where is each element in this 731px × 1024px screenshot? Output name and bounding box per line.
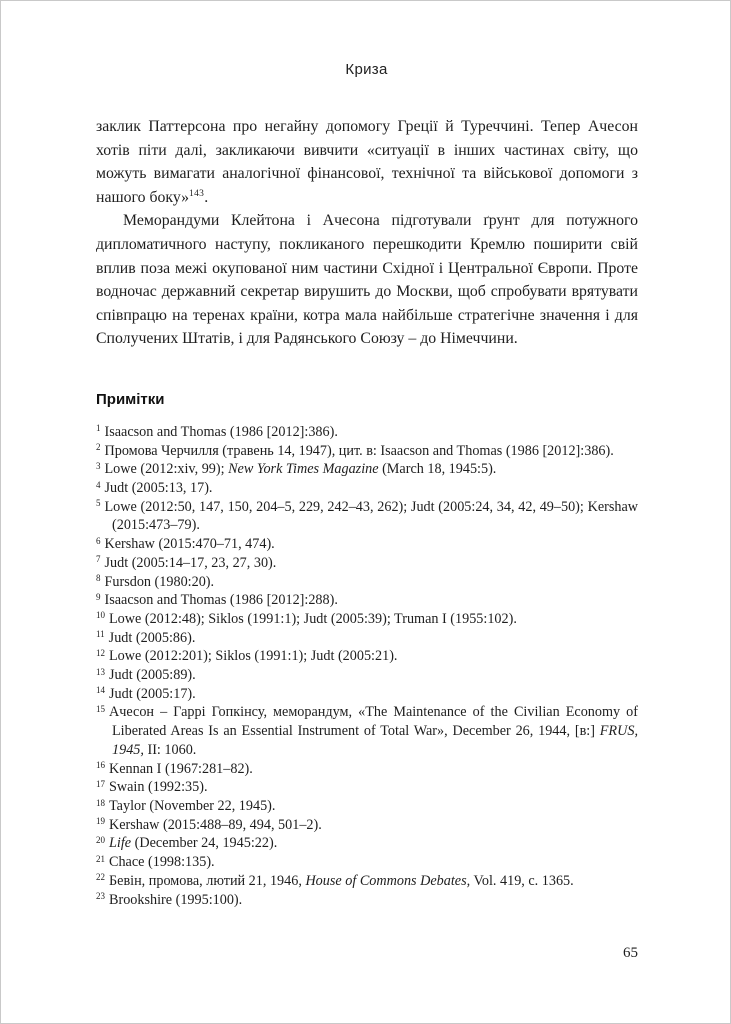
note-text: Fursdon (1980:20). bbox=[104, 573, 215, 590]
note-item bbox=[96, 423, 638, 442]
note-number: 5 bbox=[96, 498, 101, 509]
note-text: Judt (2005:13, 17). bbox=[104, 480, 213, 497]
note-text: Brookshire (1995:100). bbox=[109, 891, 243, 908]
note-number: 14 bbox=[96, 685, 105, 696]
paragraph-1-end: . bbox=[204, 188, 209, 206]
body-paragraph-1 bbox=[96, 115, 638, 209]
note-text: Бевін, промова, лютий 21, 1946, House of Commons Debates, Vol. 419, с. 1365. bbox=[109, 872, 574, 889]
note-item bbox=[96, 442, 638, 461]
note-item bbox=[96, 460, 638, 479]
note-number: 23 bbox=[96, 891, 105, 902]
note-text: Life (December 24, 1945:22). bbox=[109, 835, 278, 852]
note-number: 22 bbox=[96, 872, 105, 883]
note-text: Judt (2005:14–17, 23, 27, 30). bbox=[104, 554, 277, 571]
note-item bbox=[96, 891, 638, 910]
note-text: Kennan I (1967:281–82). bbox=[109, 760, 253, 777]
note-item bbox=[96, 647, 638, 666]
note-item bbox=[96, 535, 638, 554]
note-number: 12 bbox=[96, 647, 105, 658]
note-item bbox=[96, 666, 638, 685]
note-number: 17 bbox=[96, 778, 105, 789]
paragraph-1-text: заклик Паттерсона про негайну допомогу Греції й Туреччині. Тепер Ачесон хотів піти далі, закликаючи вивчити «ситуації в інших частинах світу, що можуть вимагати аналогічної фінансової, технічної та військової допомоги з нашого боку» bbox=[96, 118, 638, 206]
note-text: Ачесон – Гаррі Гопкінсу, меморандум, «The Maintenance of the Civilian Economy of Liberated Areas Is an Essential Instrument of Total War», December 26, 1944, [в:] FRUS, 1945, II: 1060. bbox=[109, 704, 638, 758]
footnote-reference: 143 bbox=[189, 188, 205, 199]
note-item bbox=[96, 629, 638, 648]
note-number: 10 bbox=[96, 610, 105, 621]
note-number: 18 bbox=[96, 797, 105, 808]
note-item bbox=[96, 816, 638, 835]
note-text: Lowe (2012:48); Siklos (1991:1); Judt (2005:39); Truman I (1955:102). bbox=[109, 610, 517, 627]
note-number: 1 bbox=[96, 423, 101, 434]
notes-heading: Примітки bbox=[96, 390, 165, 408]
note-text: Swain (1992:35). bbox=[109, 779, 208, 796]
note-text: Kershaw (2015:488–89, 494, 501–2). bbox=[109, 816, 322, 833]
note-item bbox=[96, 872, 638, 891]
note-text: Lowe (2012:xiv, 99); New York Times Magazine (March 18, 1945:5). bbox=[104, 461, 497, 478]
note-text: Taylor (November 22, 1945). bbox=[109, 798, 276, 814]
running-head: Криза bbox=[345, 61, 388, 78]
body-paragraph-2: Меморандуми Клейтона і Ачесона підготували ґрунт для потужного дипломатичного наступу, покликаного перешкодити Кремлю поширити свій вплив поза межі окупованої ним частини Східної і Центральної Європи. Проте водночас державний секретар вирушить до Москви, щоб спробувати врятувати співпрацю на теренах країни, котра мала найбільше стратегічне значення і для Сполучених Штатів, і для Радянського Союзу – до Німеччини. bbox=[96, 212, 638, 348]
note-number: 9 bbox=[96, 591, 101, 602]
note-item bbox=[96, 554, 638, 573]
note-number: 11 bbox=[96, 629, 105, 640]
note-number: 15 bbox=[96, 703, 105, 714]
note-number: 21 bbox=[96, 853, 105, 864]
note-item bbox=[96, 610, 638, 629]
note-item bbox=[96, 479, 638, 498]
note-number: 20 bbox=[96, 834, 105, 845]
note-number: 19 bbox=[96, 816, 105, 827]
note-text: Chace (1998:135). bbox=[109, 854, 215, 871]
note-number: 13 bbox=[96, 666, 105, 677]
note-text: Isaacson and Thomas (1986 [2012]:386). bbox=[104, 423, 338, 440]
note-item bbox=[96, 834, 638, 853]
note-number: 7 bbox=[96, 554, 101, 565]
note-text: Промова Черчилля (травень 14, 1947), цит. в: Isaacson and Thomas (1986 [2012]:386). bbox=[104, 442, 614, 459]
note-text: Judt (2005:89). bbox=[109, 667, 196, 684]
note-text: Judt (2005:86). bbox=[108, 629, 196, 646]
note-text: Lowe (2012:50, 147, 150, 204–5, 229, 242–43, 262); Judt (2005:24, 34, 42, 49–50); Kershaw (2015:473–79). bbox=[104, 498, 638, 534]
note-text: Lowe (2012:201); Siklos (1991:1); Judt (2005:21). bbox=[109, 648, 398, 665]
note-item bbox=[96, 760, 638, 779]
note-text: Judt (2005:17). bbox=[109, 685, 196, 702]
note-number: 8 bbox=[96, 573, 101, 584]
note-item bbox=[96, 498, 638, 535]
note-number: 4 bbox=[96, 479, 101, 490]
note-item bbox=[96, 591, 638, 610]
note-item bbox=[96, 573, 638, 592]
note-item bbox=[96, 703, 638, 759]
note-item bbox=[96, 778, 638, 797]
note-text: Isaacson and Thomas (1986 [2012]:288). bbox=[104, 592, 338, 609]
note-item bbox=[96, 853, 638, 872]
note-item bbox=[96, 797, 638, 816]
page-content bbox=[96, 115, 638, 909]
notes-list bbox=[96, 423, 638, 909]
note-text: Kershaw (2015:470–71, 474). bbox=[104, 536, 275, 553]
note-item bbox=[96, 685, 638, 704]
note-number: 3 bbox=[96, 460, 101, 471]
note-number: 6 bbox=[96, 535, 101, 546]
note-number: 16 bbox=[96, 760, 105, 771]
page-number: 65 bbox=[623, 945, 638, 961]
note-number: 2 bbox=[96, 442, 101, 453]
